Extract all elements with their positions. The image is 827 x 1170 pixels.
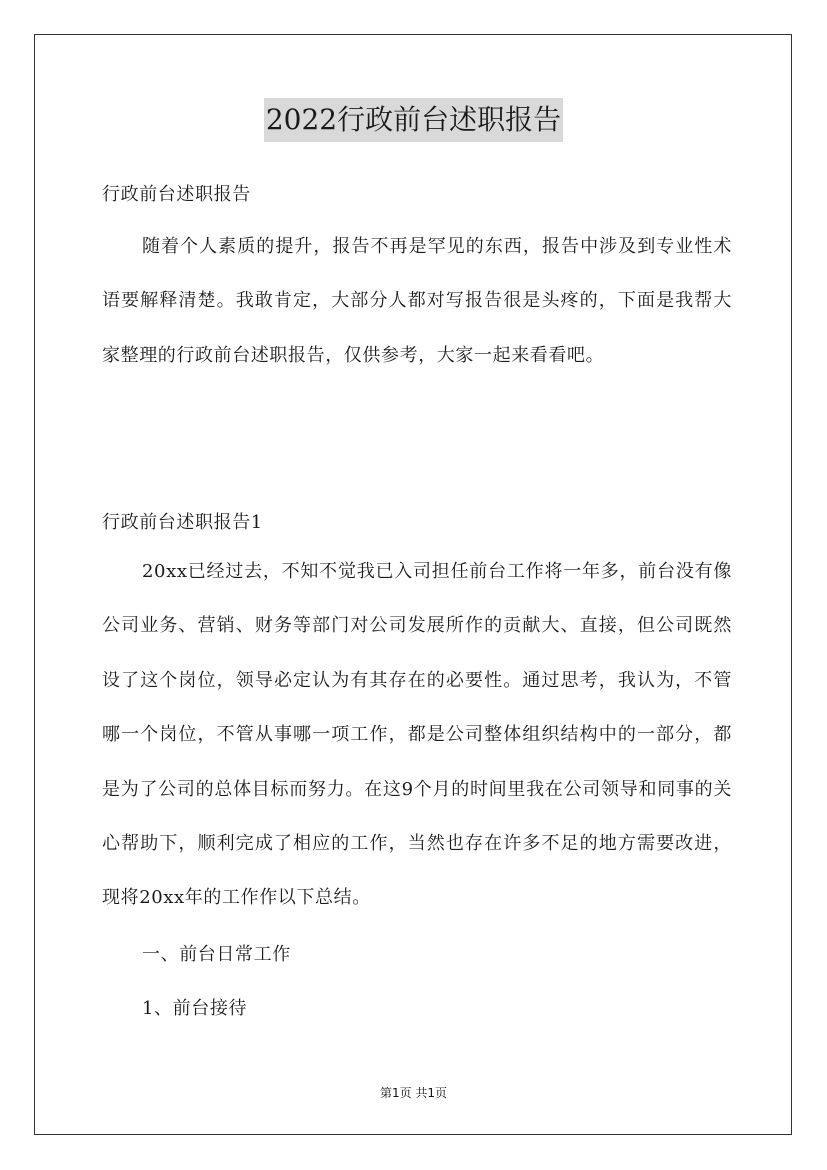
section-1-paragraph: 20xx已经过去，不知不觉我已入司担任前台工作将一年多，前台没有像公司业务、营销、财务等部门对公司发展所作的贡献大、直接，但公司既然设了这个岗位，领导必定认为有其存在的必要性。通过思考，我认为，不管哪一个岗位，不管从事哪一项工作，都是公司整体组织结构中的一部分，都是为了公司的总体目标而努力。在这9个月的时间里我在公司领导和同事的关心帮助下，顺利完成了相应的工作，当然也存在许多不足的地方需要改进，现将20xx年的工作作以下总结。 bbox=[102, 561, 732, 909]
subtitle-heading: 行政前台述职报告 bbox=[102, 184, 251, 205]
list-heading-reception: 1、前台接待 bbox=[142, 998, 248, 1019]
page-footer: 第1页 共1页 bbox=[379, 1086, 448, 1100]
title-container bbox=[0, 98, 827, 142]
document-title: 2022行政前台述职报告 bbox=[264, 98, 563, 142]
list-heading-daily-work: 一、前台日常工作 bbox=[142, 944, 291, 965]
section-heading-1: 行政前台述职报告1 bbox=[102, 512, 263, 533]
intro-paragraph: 随着个人素质的提升，报告不再是罕见的东西，报告中涉及到专业性术语要解释清楚。我敢肯定，大部分人都对写报告很是头疼的，下面是我帮大家整理的行政前台述职报告，仅供参考，大家一起来看看吧。 bbox=[102, 236, 732, 366]
